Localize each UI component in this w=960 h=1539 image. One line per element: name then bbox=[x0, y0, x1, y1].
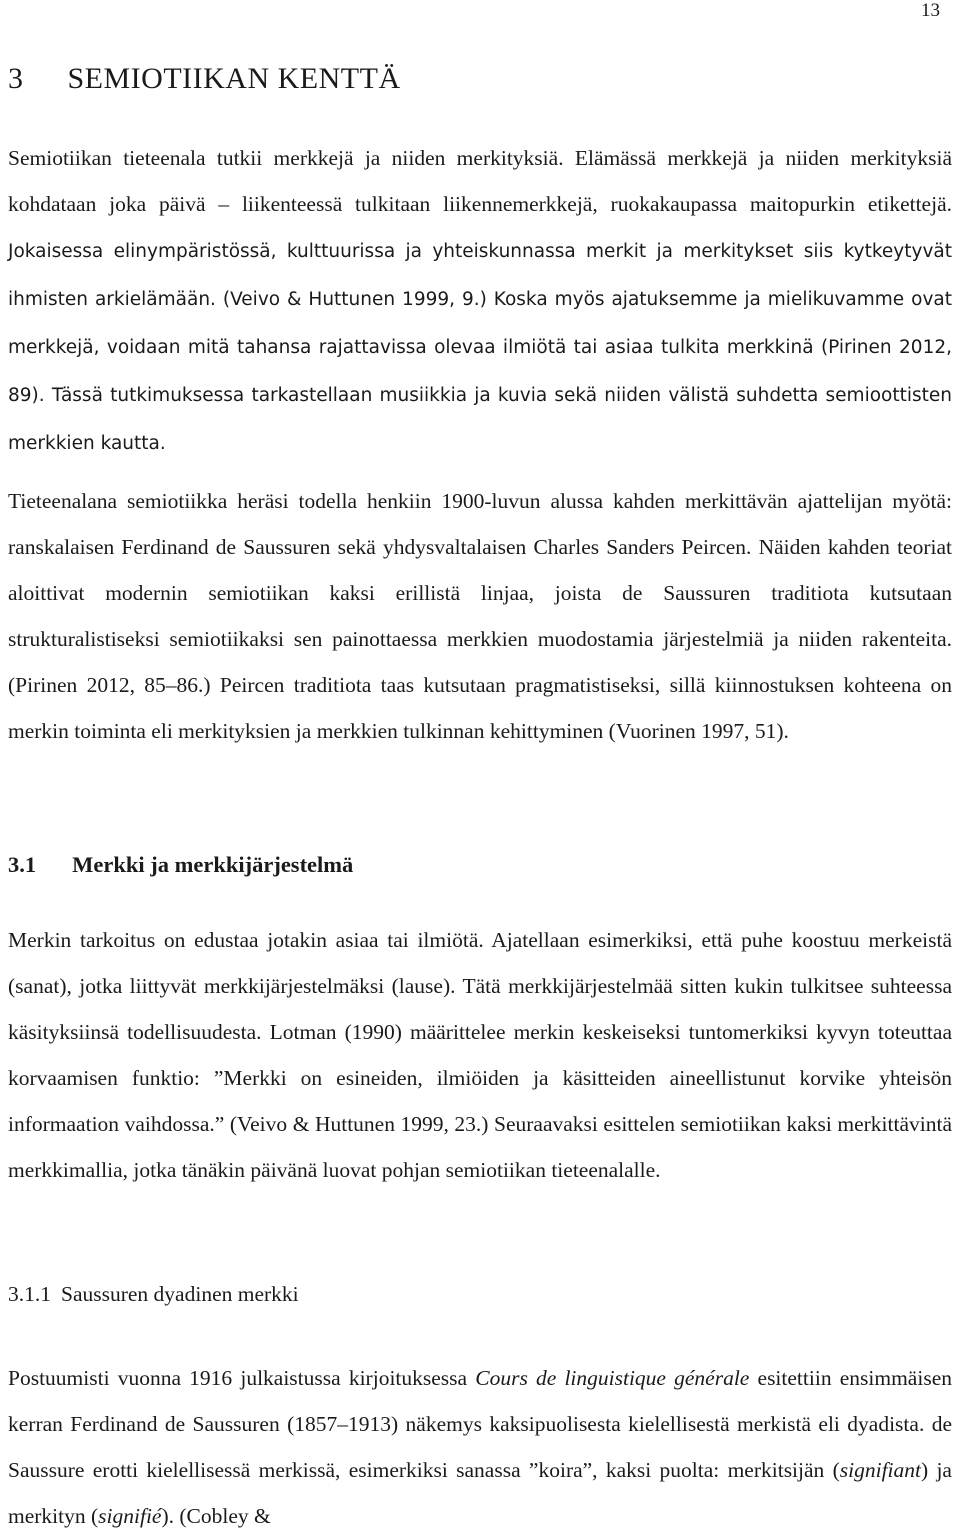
paragraph-intro-part1: Semiotiikan tieteenala tutkii merkkejä ja niiden merkityksiä. Elämässä merkkejä ja niiden merkityksiä kohdataan joka päivä – liikenteessä tulkitaan liikennemerkkejä, ruokakaupassa maitopurkin etikettejä. bbox=[8, 146, 952, 216]
paragraph-intro-part2: Jokaisessa elinympäristössä, kulttuurissa ja yhteiskunnassa merkit ja merkitykset siis kytkeytyvät ihmisten arkielämään. (Veivo & Huttunen 1999, 9.) bbox=[8, 241, 952, 310]
subsection-heading bbox=[8, 1282, 299, 1307]
paragraph-saussure-part4: ). (Cobley & bbox=[161, 1504, 271, 1528]
paragraph-intro-part3: Koska myös ajatuksemme ja mielikuvamme ovat merkkejä, voidaan mitä tahansa rajattavissa olevaa ilmiötä tai asiaa tulkita merkkinä (Pirinen 2012, 89). Tässä tutkimuksessa tarkastellaan musiikkia ja kuvia sekä niiden välistä suhdetta semioottisten merkkien kautta. bbox=[8, 289, 952, 454]
paragraph-saussure-part1: Postuumisti vuonna 1916 julkaistussa kirjoituksessa bbox=[8, 1366, 476, 1390]
chapter-heading bbox=[8, 62, 401, 96]
paragraph-intro bbox=[8, 135, 952, 467]
subsection-title: Saussuren dyadinen merkki bbox=[61, 1282, 299, 1306]
chapter-number: 3 bbox=[8, 62, 24, 95]
paragraph-saussure-part3: ) ja merkityn ( bbox=[8, 1458, 952, 1528]
paragraph-saussure-part2: esitettiin ensimmäisen kerran Ferdinand de Saussuren (1857–1913) näkemys kaksipuolisesta kielellisestä merkistä eli dyadista. de Saussure erotti kielellisessä merkissä, esimerkiksi sanassa ”koira”, kaksi puolta: merkitsijän ( bbox=[8, 1366, 952, 1482]
subsection-number: 3.1.1 bbox=[8, 1282, 51, 1306]
term-signifie: signifié bbox=[98, 1504, 162, 1528]
section-heading bbox=[8, 852, 353, 878]
term-signifiant: signifiant bbox=[839, 1458, 921, 1482]
book-title: Cours de linguistique générale bbox=[475, 1366, 750, 1390]
section-title: Merkki ja merkkijärjestelmä bbox=[72, 852, 354, 877]
paragraph-history: Tieteenalana semiotiikka heräsi todella henkiin 1900-luvun alussa kahden merkittävän ajattelijan myötä: ranskalaisen Ferdinand de Saussuren sekä yhdysvaltalaisen Charles Sanders Peircen. Näiden kahden teoriat aloittivat modernin semiotiikan kaksi erillistä linjaa, joista de Saussuren traditiota kutsutaan strukturalistiseksi semiotiikaksi sen painottaessa merkkien muodostamia järjestelmiä ja niiden rakenteita. (Pirinen 2012, 85–86.) Peircen traditiota taas kutsutaan pragmatistiseksi, sillä kiinnostuksen kohteena on merkin toiminta eli merkityksien ja merkkien tulkinnan kehittyminen (Vuorinen 1997, 51). bbox=[8, 489, 952, 743]
chapter-title: SEMIOTIIKAN KENTTÄ bbox=[67, 62, 401, 95]
paragraph-sign: Merkin tarkoitus on edustaa jotakin asiaa tai ilmiötä. Ajatellaan esimerkiksi, että puhe koostuu merkeistä (sanat), jotka liittyvät merkkijärjestelmäksi (lause). Tätä merkkijärjestelmää sitten kukin tulkitsee suhteessa käsityksiinsä todellisuudesta. Lotman (1990) määrittelee merkin keskeiseksi tuntomerkiksi kyvyn toteuttaa korvaamisen funktio: ”Merkki on esineiden, ilmiöiden ja käsitteiden aineellistunut korvike yhteisön informaation vaihdossa.” (Veivo & Huttunen 1999, 23.) Seuraavaksi esittelen semiotiikan kaksi merkittävintä merkkimallia, jotka tänäkin päivänä luovat pohjan semiotiikan tieteenalalle. bbox=[8, 928, 952, 1182]
page-number: 13 bbox=[921, 0, 940, 21]
section-number: 3.1 bbox=[8, 852, 37, 877]
paragraph-saussure bbox=[8, 1355, 952, 1539]
